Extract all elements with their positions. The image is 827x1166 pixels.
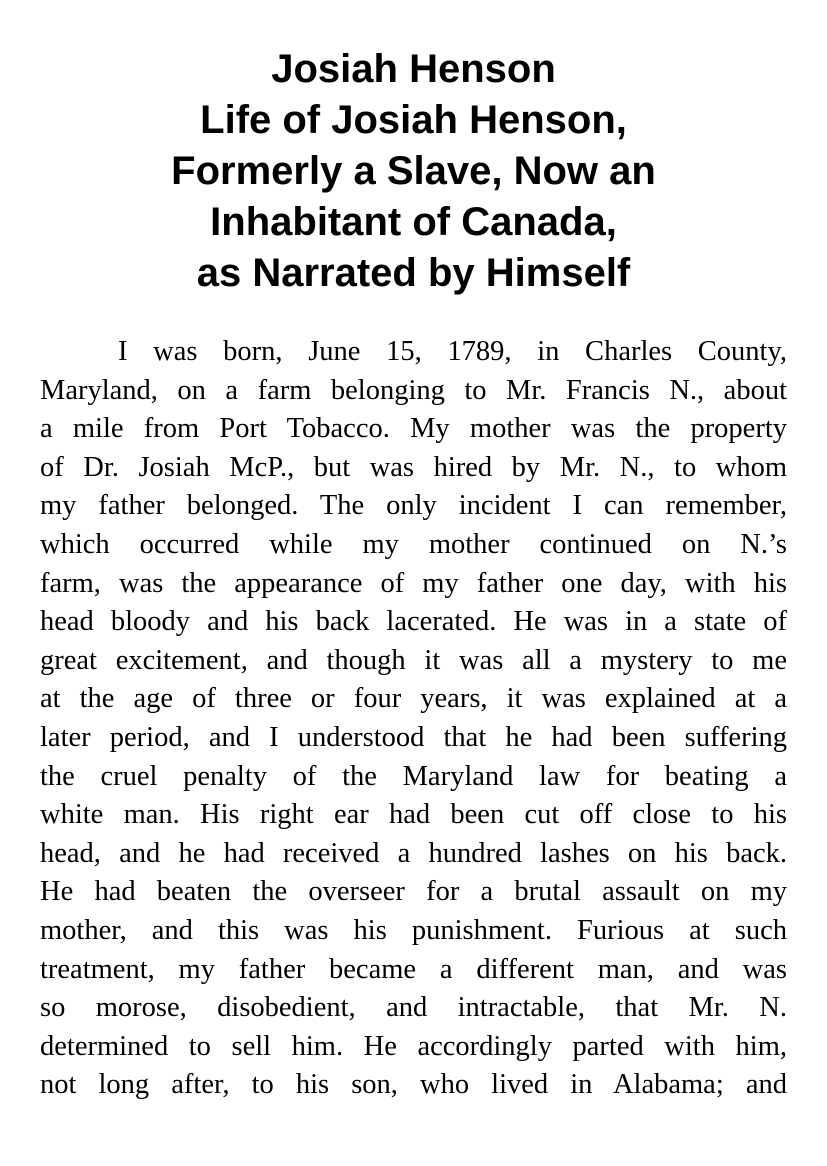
paragraph-line: which occurred while my mother continued on N.’s (40, 528, 787, 560)
paragraph-line: the cruel penalty of the Maryland law for beating a (40, 760, 787, 792)
title-line: as Narrated by Himself (196, 251, 631, 295)
document-title (40, 44, 787, 299)
title-line: Formerly a Slave, Now an (171, 149, 656, 193)
title-line-author: Josiah Henson (271, 47, 556, 91)
paragraph-line: of Dr. Josiah McP., but was hired by Mr. N., to whom (40, 451, 787, 483)
paragraph-line: my father belonged. The only incident I can remember, (40, 490, 787, 522)
title-line: Inhabitant of Canada, (210, 200, 617, 244)
title-line: Life of Josiah Henson, (200, 98, 627, 142)
paragraph-line: great excitement, and though it was all a mystery to me (40, 644, 787, 676)
paragraph-line: He had beaten the overseer for a brutal assault on my (40, 876, 787, 908)
paragraph-line: at the age of three or four years, it was explained at a (40, 683, 787, 715)
paragraph-line: I was born, June 15, 1789, in Charles County, (118, 336, 787, 367)
paragraph-line: not long after, to his son, who lived in Alabama; and (40, 1069, 787, 1101)
paragraph-line: so morose, disobedient, and intractable, that Mr. N. (40, 992, 787, 1024)
paragraph-line: determined to sell him. He accordingly parted with him, (40, 1030, 787, 1062)
paragraph-line: head bloody and his back lacerated. He was in a state of (40, 606, 787, 638)
paragraph-line: a mile from Port Tobacco. My mother was the property (40, 413, 787, 445)
body-paragraph (40, 333, 787, 1105)
paragraph-line: mother, and this was his punishment. Furious at such (40, 914, 787, 946)
paragraph-line: white man. His right ear had been cut off close to his (40, 799, 787, 831)
paragraph-line: later period, and I understood that he had been suffering (40, 721, 787, 753)
paragraph-line: treatment, my father became a different man, and was (40, 953, 787, 985)
paragraph-line: Maryland, on a farm belonging to Mr. Francis N., about (40, 374, 787, 406)
paragraph-line: farm, was the appearance of my father one day, with his (40, 567, 787, 599)
paragraph-line: head, and he had received a hundred lashes on his back. (40, 837, 787, 869)
